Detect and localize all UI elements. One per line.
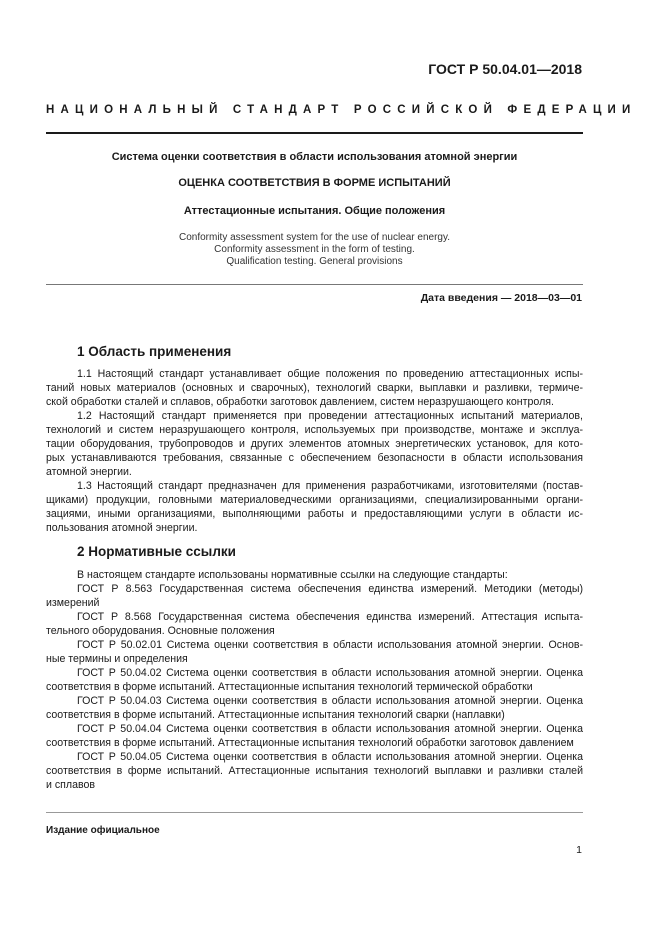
paragraph-line: щиками) продукции, головными материаловедческими организациями, специализированными органи- [46,494,583,506]
header-rule [46,132,583,134]
section-1-heading: 1 Область применения [77,344,232,359]
paragraph-line: соответствия в форме испытаний. Аттестационные испытания технологий термической обработки [46,681,533,693]
paragraph-line: тации оборудования, трубопроводов и других элементов атомных энергетических установок, для кото- [46,438,583,450]
paragraph-line: ГОСТ Р 50.04.03 Система оценки соответствия в области использования атомной энергии. Оценка [77,695,583,707]
official-edition-label: Издание официальное [46,825,160,836]
paragraph-line: соответствия в форме испытаний. Аттестационные испытания технологий обработки заготовок давлением [46,737,574,749]
national-standard-title: НАЦИОНАЛЬНЫЙ СТАНДАРТ РОССИЙСКОЙ ФЕДЕРАЦИИ [46,104,637,116]
english-title-line: Conformity assessment in the form of testing. [214,244,415,255]
footer-rule [46,812,583,813]
paragraph-line: измерений [46,597,100,609]
main-title: ОЦЕНКА СООТВЕТСТВИЯ В ФОРМЕ ИСПЫТАНИЙ [178,177,451,189]
section-2-body [46,568,583,792]
paragraph-line: тельного оборудования. Основные положения [46,625,275,637]
section-2-heading: 2 Нормативные ссылки [77,544,236,559]
paragraph-line: таний новых материалов (основных и сварочных), технологий сварки, выплавки и разливки, термиче- [46,382,583,394]
system-title: Система оценки соответствия в области использования атомной энергии [111,151,518,163]
standard-id: ГОСТ Р 50.04.01—2018 [428,61,582,77]
introduction-date: Дата введения — 2018—03—01 [420,292,582,304]
paragraph-line: и сплавов [46,779,95,791]
english-title-line: Conformity assessment system for the use of nuclear energy. [178,232,451,243]
paragraph-line: соответствия в форме испытаний. Аттестационные испытания технологий сварки (наплавки) [46,709,505,721]
subtitle: Аттестационные испытания. Общие положения [183,205,446,217]
paragraph-line: ГОСТ Р 50.04.02 Система оценки соответствия в области использования атомной энергии. Оценка [77,667,583,679]
paragraph-line: соответствия в форме испытаний. Аттестационные испытания технологий выплавки и разливки сталей [46,765,583,777]
paragraph-line: ные термины и определения [46,653,188,665]
paragraph-line: рых устанавливаются требования, связанные с обеспечением безопасности в области использования [46,452,583,464]
paragraph-line: технологий и систем неразрушающего контроля, используемых при производстве, монтаже и эксплуа- [46,424,583,436]
page-number: 1 [576,844,582,856]
english-title-line: Qualification testing. General provisions [226,256,403,267]
paragraph-line: В настоящем стандарте использованы нормативные ссылки на следующие стандарты: [77,569,508,581]
english-title [46,232,583,268]
paragraph-line: 1.2 Настоящий стандарт применяется при проведении аттестационных испытаний материалов, [77,410,583,422]
paragraph-line: ГОСТ Р 50.04.05 Система оценки соответствия в области использования атомной энергии. Оценка [77,751,583,763]
title-divider [46,284,583,285]
paragraph-line: ГОСТ Р 50.02.01 Система оценки соответствия в области использования атомной энергии. Основ- [77,639,583,651]
paragraph-line: 1.3 Настоящий стандарт предназначен для применения разработчиками, изготовителями (постав- [77,480,583,492]
paragraph-line: атомной энергии. [46,466,132,478]
paragraph-line: ГОСТ Р 8.563 Государственная система обеспечения единства измерений. Методики (методы) [77,583,583,595]
paragraph-line: 1.1 Настоящий стандарт устанавливает общие положения по проведению аттестационных испы- [77,368,583,380]
paragraph-line: пользования атомной энергии. [46,522,198,534]
section-1-body [46,367,583,535]
paragraph-line: ГОСТ Р 8.568 Государственная система обеспечения единства измерений. Аттестация испыта- [77,611,583,623]
paragraph-line: ГОСТ Р 50.04.04 Система оценки соответствия в области использования атомной энергии. Оценка [77,723,583,735]
paragraph-line: ской обработки сталей и сплавов, обработки заготовок давлением, систем неразрушающего контроля. [46,396,554,408]
paragraph-line: зациями, иными организациями, выполняющими работы и предоставляющими услуги в области ис- [46,508,583,520]
